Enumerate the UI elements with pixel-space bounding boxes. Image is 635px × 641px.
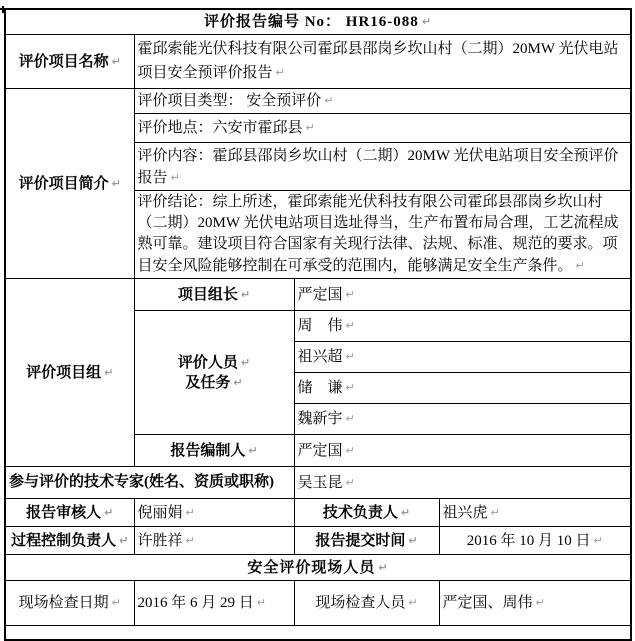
project-name-value: 霍邱索能光伏科技有限公司霍邱县邵岗乡坎山村（二期）20MW 光伏电站项目安全预评价报告 ↵ bbox=[134, 35, 631, 89]
line-end-mark: ↵ bbox=[378, 560, 389, 574]
line-end-mark: ↵ bbox=[324, 94, 334, 107]
team-leader-value: 严定国 ↵ bbox=[294, 279, 631, 311]
report-number-text: 评价报告编号 No： HR16-088 bbox=[203, 14, 419, 30]
line-end-mark: ↵ bbox=[104, 365, 114, 379]
brief-location-cell: 评价地点：六安市霍邱县 ↵ bbox=[134, 114, 631, 143]
site-staff-value: 严定国、周伟 ↵ bbox=[439, 581, 631, 626]
experts-label: 参与评价的技术专家(姓名、资质或职称) bbox=[5, 467, 294, 499]
tech-lead-label: 技术负责人 ↵ bbox=[294, 499, 439, 527]
line-end-mark: ↵ bbox=[345, 319, 355, 332]
line-end-mark: ↵ bbox=[408, 533, 418, 547]
line-end-mark: ↵ bbox=[111, 54, 121, 68]
line-end-mark: ↵ bbox=[111, 596, 121, 609]
line-end-mark: ↵ bbox=[104, 505, 114, 519]
line-end-mark: ↵ bbox=[593, 533, 603, 547]
line-end-mark: ↵ bbox=[490, 505, 500, 519]
brief-type-cell: 评价项目类型： 安全预评价 ↵ bbox=[134, 89, 631, 114]
site-staff-label: 现场检查人员 ↵ bbox=[294, 581, 439, 626]
line-end-mark: ↵ bbox=[240, 287, 251, 301]
line-end-mark: ↵ bbox=[305, 121, 315, 134]
submit-time-label: 报告提交时间 ↵ bbox=[294, 527, 439, 555]
line-end-mark: ↵ bbox=[275, 66, 285, 79]
team-leader-label: 项目组长 ↵ bbox=[134, 279, 294, 311]
line-end-mark: ↵ bbox=[345, 412, 355, 425]
auditor-value: 倪丽娟 ↵ bbox=[134, 499, 294, 527]
brief-conclusion-cell: 评价结论：综上所述，霍邱索能光伏科技有限公司霍邱县邵岗乡坎山村（二期）20MW 光伏电站项目选址得当，生产布置布局合理，工艺流程成熟可靠。建设项目符合国家有关现行法律、法规、标准、规范的要求。项目安全风险能够控制在可承受的范围内，能够满足安全生产条件。 ↵ bbox=[134, 191, 631, 279]
line-end-mark: ↵ bbox=[408, 596, 418, 609]
team-compiler-value: 严定国 ↵ bbox=[294, 435, 631, 467]
tech-lead-value: 祖兴虎 ↵ bbox=[439, 499, 631, 527]
line-end-mark: ↵ bbox=[233, 375, 243, 389]
submit-time-value: 2016 年 10 月 10 日 ↵ bbox=[439, 527, 631, 555]
line-end-mark: ↵ bbox=[575, 259, 585, 272]
brief-content-cell: 评价内容：霍邱县邵岗乡坎山村（二期）20MW 光伏电站项目安全预评价报告 ↵ bbox=[134, 143, 631, 191]
line-end-mark: ↵ bbox=[170, 170, 180, 184]
site-date-label: 现场检查日期 ↵ bbox=[5, 581, 134, 626]
process-control-label: 过程控制负责人 ↵ bbox=[5, 527, 134, 555]
project-name-label: 评价项目名称 ↵ bbox=[5, 35, 134, 89]
line-end-mark: ↵ bbox=[345, 475, 355, 489]
project-brief-label: 评价项目简介 ↵ bbox=[5, 89, 134, 279]
team-member-row: 祖兴超 ↵ bbox=[294, 342, 631, 373]
line-end-mark: ↵ bbox=[111, 176, 121, 190]
line-end-mark: ↵ bbox=[256, 596, 266, 609]
team-member-row: 周 伟 ↵ bbox=[294, 311, 631, 342]
process-control-value: 许胜祥 ↵ bbox=[134, 527, 294, 555]
team-members-label: 评价人员 ↵ 及任务 ↵ bbox=[134, 311, 294, 435]
line-end-mark: ↵ bbox=[345, 381, 355, 394]
line-end-mark: ↵ bbox=[185, 533, 195, 547]
line-end-mark: ↵ bbox=[240, 355, 251, 369]
team-member-row: 魏新宇 ↵ bbox=[294, 404, 631, 435]
line-end-mark: ↵ bbox=[248, 443, 258, 457]
line-end-mark: ↵ bbox=[345, 350, 355, 363]
line-end-mark: ↵ bbox=[421, 15, 433, 28]
line-end-mark: ↵ bbox=[400, 505, 411, 519]
auditor-label: 报告审核人 ↵ bbox=[5, 499, 134, 527]
empty-row bbox=[5, 626, 631, 640]
site-section-title: 安全评价现场人员 ↵ bbox=[5, 555, 631, 581]
table-move-handle-icon[interactable] bbox=[0, 0, 8, 7]
line-end-mark: ↵ bbox=[185, 505, 195, 519]
report-number-cell bbox=[5, 9, 631, 35]
line-end-mark: ↵ bbox=[535, 596, 545, 609]
team-member-row: 储 谦 ↵ bbox=[294, 373, 631, 404]
site-date-value: 2016 年 6 月 29 日 ↵ bbox=[134, 581, 294, 626]
evaluation-report-table bbox=[4, 8, 632, 641]
line-end-mark: ↵ bbox=[345, 287, 355, 301]
line-end-mark: ↵ bbox=[119, 533, 129, 547]
team-label: 评价项目组 ↵ bbox=[5, 279, 134, 467]
team-compiler-label: 报告编制人 ↵ bbox=[134, 435, 294, 467]
experts-value: 吴玉昆 ↵ bbox=[294, 467, 631, 499]
line-end-mark: ↵ bbox=[345, 443, 355, 457]
